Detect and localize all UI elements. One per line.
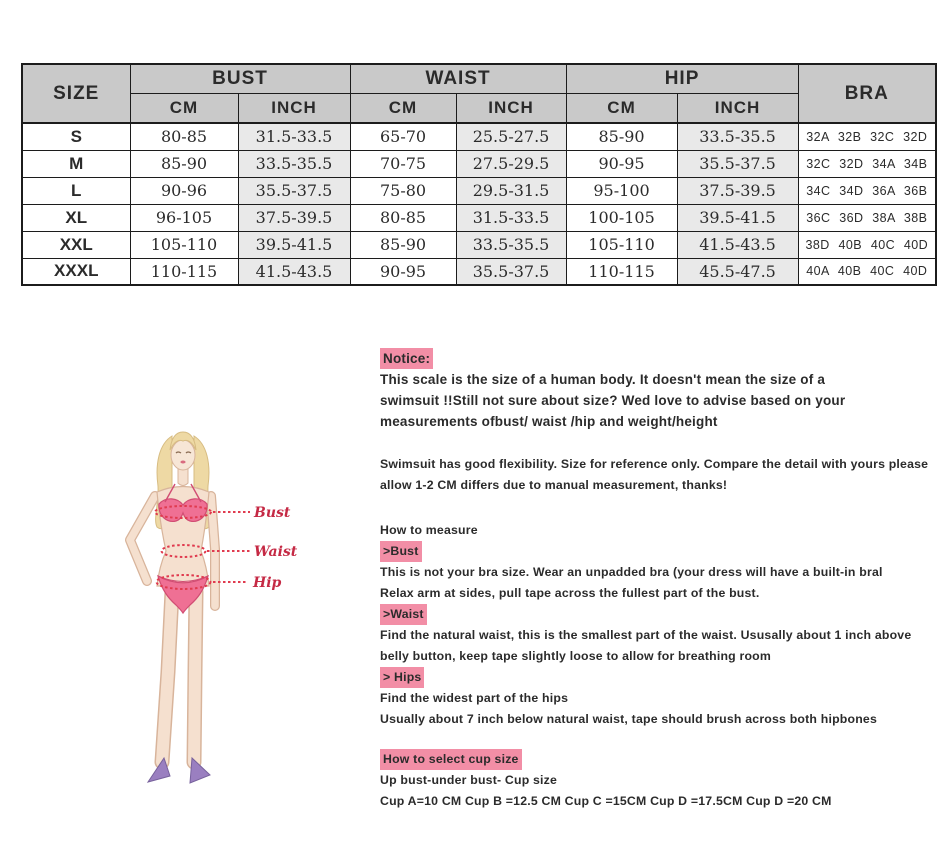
cell-waist-inch: 27.5-29.5: [456, 150, 566, 177]
cell-hip-cm: 105-110: [566, 231, 677, 258]
cell-bust-cm: 80-85: [130, 123, 238, 150]
cell-size: XXL: [22, 231, 130, 258]
waist-instruction-line: Find the natural waist, this is the smallest part of the waist. Ususally about 1 inch above: [380, 628, 912, 642]
cell-bra: 40A 40B 40C 40D: [798, 258, 936, 285]
cell-hip-inch: 37.5-39.5: [677, 177, 798, 204]
waist-instruction-line: belly button, keep tape slightly loose to allow for breathing room: [380, 649, 772, 663]
cell-size: S: [22, 123, 130, 150]
flexibility-line: allow 1-2 CM differs due to manual measurement, thanks!: [380, 478, 728, 492]
measurement-figure-illustration: [102, 424, 362, 814]
table-row: [22, 177, 936, 204]
cell-bust-inch: 37.5-39.5: [238, 204, 350, 231]
col-header-size: SIZE: [22, 64, 130, 123]
table-row: [22, 150, 936, 177]
cell-bust-inch: 33.5-35.5: [238, 150, 350, 177]
cell-hip-cm: 90-95: [566, 150, 677, 177]
cell-waist-inch: 31.5-33.5: [456, 204, 566, 231]
unit-header-hip-cm: CM: [566, 94, 677, 124]
cell-waist-cm: 65-70: [350, 123, 456, 150]
bust-label: Bust: [254, 505, 291, 521]
unit-header-bust-cm: CM: [130, 94, 238, 124]
hips-section-heading: > Hips: [380, 667, 424, 688]
cell-hip-cm: 85-90: [566, 123, 677, 150]
hips-instruction-line: Usually about 7 inch below natural waist, tape should brush across both hipbones: [380, 712, 878, 726]
cell-waist-cm: 85-90: [350, 231, 456, 258]
unit-header-waist-inch: INCH: [456, 94, 566, 124]
table-header-row-groups: [22, 64, 936, 94]
table-row: [22, 123, 936, 150]
hips-instruction-line: Find the widest part of the hips: [380, 691, 569, 705]
cell-hip-inch: 41.5-43.5: [677, 231, 798, 258]
cell-size: L: [22, 177, 130, 204]
cell-hip-inch: 39.5-41.5: [677, 204, 798, 231]
cell-bust-cm: 85-90: [130, 150, 238, 177]
cup-size-heading: How to select cup size: [380, 749, 522, 770]
cell-hip-cm: 95-100: [566, 177, 677, 204]
female-figure-sketch: [102, 424, 362, 814]
cell-bust-cm: 90-96: [130, 177, 238, 204]
size-guide-text: [380, 348, 932, 812]
cell-bra: 34C 34D 36A 36B: [798, 177, 936, 204]
cell-hip-cm: 100-105: [566, 204, 677, 231]
col-header-bust: BUST: [130, 64, 350, 94]
cell-waist-cm: 75-80: [350, 177, 456, 204]
cell-waist-inch: 33.5-35.5: [456, 231, 566, 258]
notice-line: measurements ofbust/ waist /hip and weight/height: [380, 414, 718, 429]
cell-bust-inch: 35.5-37.5: [238, 177, 350, 204]
cup-size-line: Up bust-under bust- Cup size: [380, 773, 558, 787]
col-header-bra: BRA: [798, 64, 936, 123]
table-row: [22, 231, 936, 258]
cell-bust-cm: 96-105: [130, 204, 238, 231]
how-to-measure-heading: How to measure: [380, 523, 478, 537]
cell-size: M: [22, 150, 130, 177]
cell-bra: 36C 36D 38A 38B: [798, 204, 936, 231]
unit-header-bust-inch: INCH: [238, 94, 350, 124]
cell-bra: 32A 32B 32C 32D: [798, 123, 936, 150]
cell-bust-inch: 41.5-43.5: [238, 258, 350, 285]
size-chart-table: [21, 63, 937, 286]
cell-bust-cm: 110-115: [130, 258, 238, 285]
lips: [180, 461, 185, 464]
cell-size: XL: [22, 204, 130, 231]
cell-bust-cm: 105-110: [130, 231, 238, 258]
cell-hip-inch: 45.5-47.5: [677, 258, 798, 285]
cell-waist-inch: 29.5-31.5: [456, 177, 566, 204]
waist-label: Waist: [254, 544, 298, 560]
cell-hip-inch: 35.5-37.5: [677, 150, 798, 177]
flexibility-line: Swimsuit has good flexibility. Size for reference only. Compare the detail with yours please: [380, 457, 929, 471]
unit-header-waist-cm: CM: [350, 94, 456, 124]
notice-heading: Notice:: [380, 348, 433, 369]
cell-waist-cm: 90-95: [350, 258, 456, 285]
cell-waist-cm: 70-75: [350, 150, 456, 177]
notice-line: This scale is the size of a human body. It doesn't mean the size of a: [380, 372, 826, 387]
cell-size: XXXL: [22, 258, 130, 285]
cell-bust-inch: 39.5-41.5: [238, 231, 350, 258]
bust-instruction-line: Relax arm at sides, pull tape across the fullest part of the bust.: [380, 586, 760, 600]
table-row: [22, 204, 936, 231]
cell-hip-inch: 33.5-35.5: [677, 123, 798, 150]
col-header-hip: HIP: [566, 64, 798, 94]
cell-waist-inch: 35.5-37.5: [456, 258, 566, 285]
cell-bust-inch: 31.5-33.5: [238, 123, 350, 150]
cell-waist-inch: 25.5-27.5: [456, 123, 566, 150]
unit-header-hip-inch: INCH: [677, 94, 798, 124]
hip-label: Hip: [253, 575, 282, 591]
bust-section-heading: >Bust: [380, 541, 422, 562]
cell-bra: 32C 32D 34A 34B: [798, 150, 936, 177]
col-header-waist: WAIST: [350, 64, 566, 94]
bust-instruction-line: This is not your bra size. Wear an unpadded bra (your dress will have a built-in bral: [380, 565, 883, 579]
cup-size-line: Cup A=10 CM Cup B =12.5 CM Cup C =15CM Cup D =17.5CM Cup D =20 CM: [380, 794, 832, 808]
table-row: [22, 258, 936, 285]
notice-line: swimsuit !!Still not sure about size? Wed love to advise based on your: [380, 393, 846, 408]
cell-hip-cm: 110-115: [566, 258, 677, 285]
waist-section-heading: >Waist: [380, 604, 427, 625]
cell-bra: 38D 40B 40C 40D: [798, 231, 936, 258]
cell-waist-cm: 80-85: [350, 204, 456, 231]
